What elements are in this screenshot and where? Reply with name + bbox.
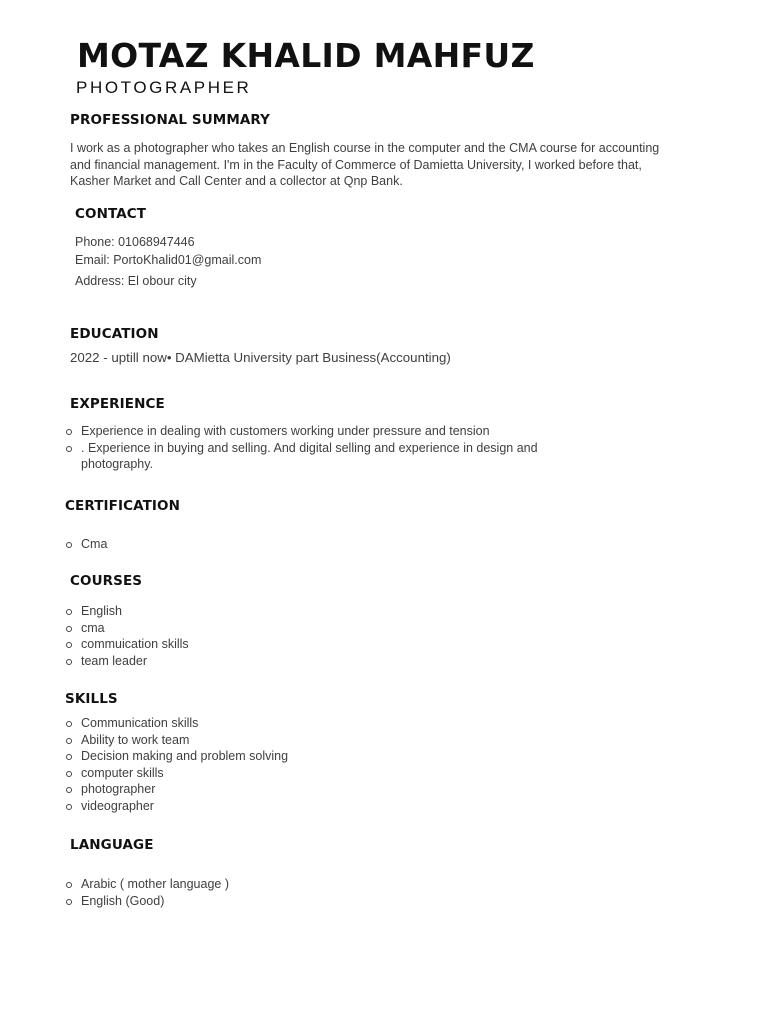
course-item: English [65, 603, 465, 620]
experience-list [65, 423, 565, 473]
course-item: team leader [65, 653, 465, 670]
certification-item: Cma [65, 536, 465, 553]
skill-item: Decision making and problem solving [65, 748, 465, 765]
skills-list [65, 715, 465, 815]
contact-heading: CONTACT [75, 206, 147, 222]
skill-item: Ability to work team [65, 732, 465, 749]
course-item: cma [65, 620, 465, 637]
language-item: Arabic ( mother language ) [65, 876, 465, 893]
experience-heading: EXPERIENCE [70, 396, 165, 412]
contact-address: Address: El obour city [75, 274, 197, 288]
language-list [65, 876, 465, 909]
certification-list [65, 536, 465, 553]
resume-name: MOTAZ KHALID MAHFUZ [77, 36, 535, 75]
skill-item: photographer [65, 781, 465, 798]
summary-text: I work as a photographer who takes an English course in the computer and the CMA course for accounting and financial management. I'm in the Faculty of Commerce of Damietta University, I worked before that, Kasher Market and Call Center and a collector at Qnp Bank. [70, 141, 660, 188]
skill-item: videographer [65, 798, 465, 815]
summary-heading: PROFESSIONAL SUMMARY [70, 112, 271, 128]
language-item: English (Good) [65, 893, 465, 910]
courses-heading: COURSES [70, 573, 143, 589]
education-heading: EDUCATION [70, 326, 159, 342]
course-item: commuication skills [65, 636, 465, 653]
experience-item: Experience in dealing with customers working under pressure and tension [65, 423, 565, 440]
education-entry: 2022 - uptill now• DAMietta University part Business(Accounting) [70, 350, 451, 365]
courses-list [65, 603, 465, 669]
certification-heading: CERTIFICATION [65, 498, 181, 514]
contact-phone: Phone: 01068947446 [75, 235, 195, 249]
skill-item: Communication skills [65, 715, 465, 732]
experience-item: . Experience in buying and selling. And digital selling and experience in design and photography. [65, 440, 565, 473]
skill-item: computer skills [65, 765, 465, 782]
skills-heading: SKILLS [65, 691, 118, 707]
language-heading: LANGUAGE [70, 837, 154, 853]
resume-job-title: PHOTOGRAPHER [76, 78, 252, 97]
contact-email: Email: PortoKhalid01@gmail.com [75, 253, 262, 267]
